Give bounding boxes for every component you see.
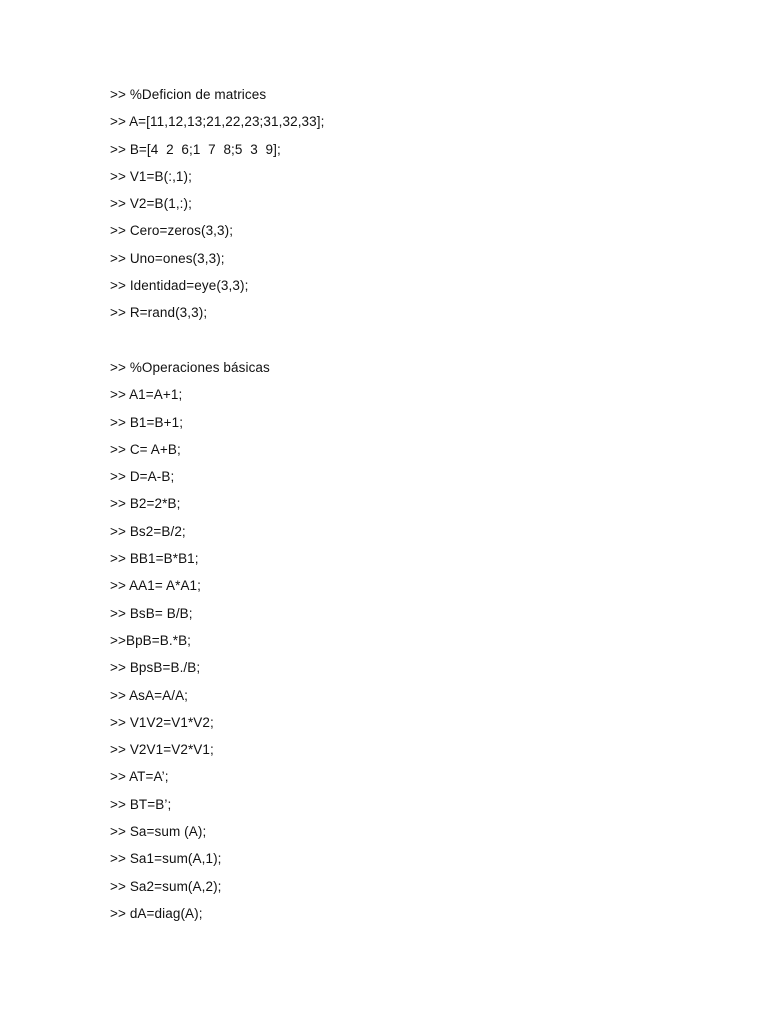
command-line: >> C= A+B; — [110, 441, 181, 457]
command-line: >> BsB= B/B; — [110, 605, 193, 621]
command-line: >> V2=B(1,:); — [110, 196, 192, 212]
command-line: >> %Operaciones básicas — [110, 360, 270, 375]
command-line: >> BT=B’; — [110, 796, 172, 812]
command-line: >> Sa2=sum(A,2); — [110, 878, 222, 894]
command-line: >> Identidad=eye(3,3); — [110, 278, 249, 294]
command-line: >> AT=A’; — [110, 769, 169, 785]
command-line: >> dA=diag(A); — [110, 905, 203, 921]
command-line: >> Bs2=B/2; — [110, 523, 186, 539]
command-line: >> A1=A+1; — [110, 387, 183, 403]
command-line: >> %Deficion de matrices — [110, 87, 267, 102]
command-line: >> B1=B+1; — [110, 414, 184, 430]
command-line: >> AA1= A*A1; — [110, 578, 202, 594]
command-line: >> Sa=sum (A); — [110, 824, 207, 840]
command-line: >> A=[11,12,13;21,22,23;31,32,33]; — [110, 114, 325, 130]
command-line: >> D=A-B; — [110, 469, 175, 485]
command-line: >> Sa1=sum(A,1); — [110, 851, 222, 867]
command-line: >> Uno=ones(3,3); — [110, 250, 225, 266]
command-line: >> V1V2=V1*V2; — [110, 714, 214, 730]
command-line: >> V1=B(:,1); — [110, 168, 192, 184]
command-line: >>BpB=B.*B; — [110, 632, 192, 648]
command-line: >> BpsB=B./B; — [110, 660, 201, 676]
command-line: >> B=[4 2 6;1 7 8;5 3 9]; — [110, 141, 281, 157]
matrix-definition-section — [110, 86, 324, 332]
command-line: >> BB1=B*B1; — [110, 551, 199, 567]
command-line: >> B2=2*B; — [110, 496, 181, 512]
command-line: >> V2V1=V2*V1; — [110, 742, 214, 758]
basic-operations-section — [110, 359, 270, 932]
command-line: >> Cero=zeros(3,3); — [110, 223, 234, 239]
command-line: >> AsA=A/A; — [110, 687, 189, 703]
command-line: >> R=rand(3,3); — [110, 305, 208, 321]
